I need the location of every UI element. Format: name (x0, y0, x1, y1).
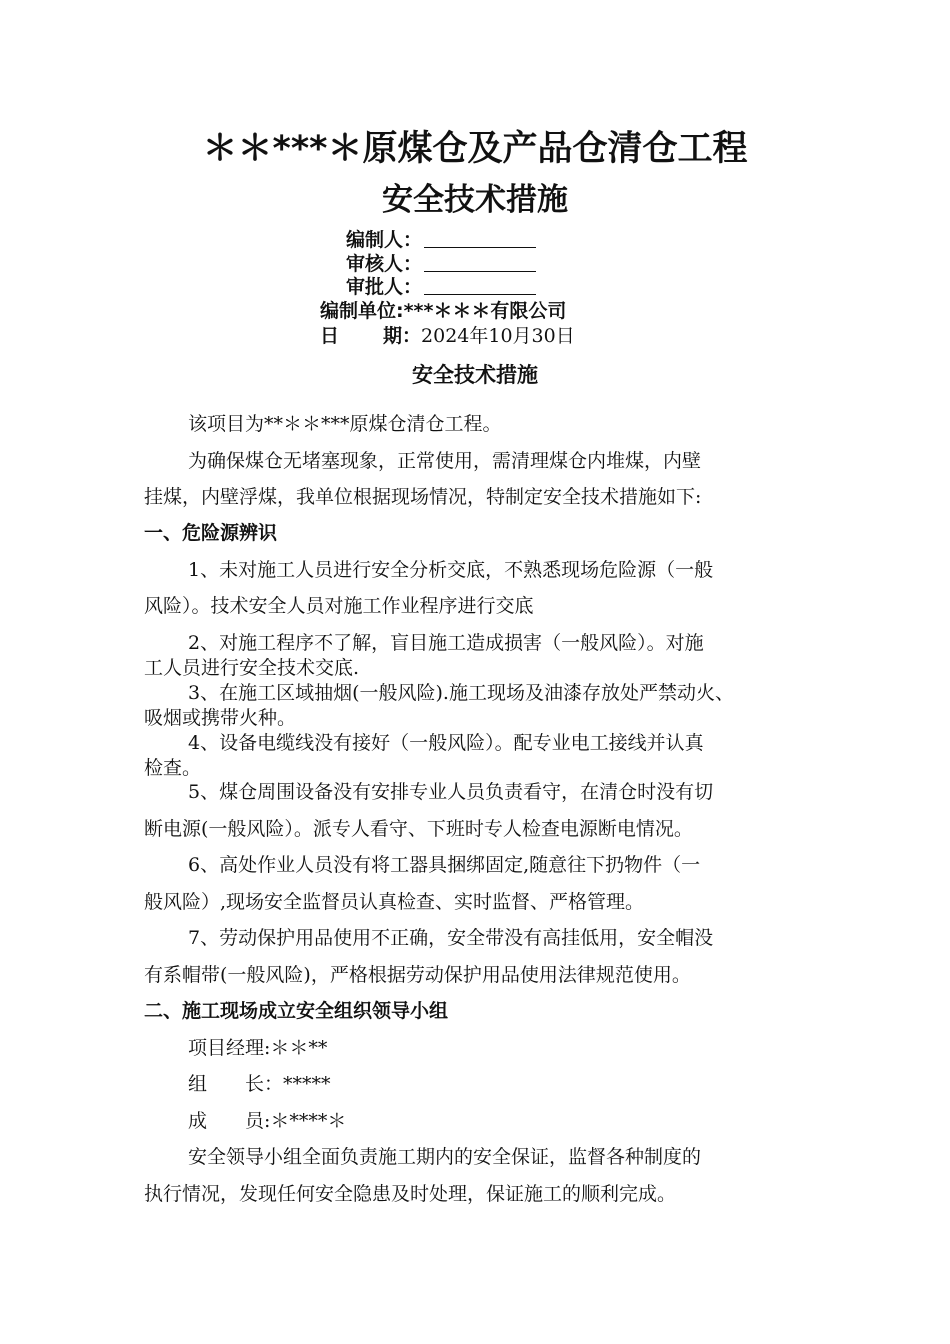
date-label-1: 日 (320, 325, 340, 347)
compiler-row (346, 227, 536, 253)
section1-line: 风险）。技术安全人员对施工作业程序进行交底 (144, 595, 534, 617)
reviewer-blank (424, 253, 536, 272)
compiler-label: 编制人： (346, 229, 423, 251)
section1-line: 5、煤仓周围设备没有安排专业人员负责看守，在清仓时没有切 (188, 781, 714, 803)
leader-value: 长：***** (245, 1073, 331, 1095)
compiler-blank (424, 229, 536, 248)
section1-line: 断电源(一般风险）。派专人看守、下班时专人检查电源断电情况。 (144, 818, 693, 840)
section1-line: 1、未对施工人员进行安全分析交底，不熟悉现场危险源（一般 (188, 559, 714, 581)
unit-label: 编制单位: (320, 300, 404, 322)
section1-line: 3、在施工区域抽烟(一般风险).施工现场及油漆存放处严禁动火、 (188, 682, 734, 704)
member-label: 成 (188, 1110, 208, 1132)
document-subtitle: 安全技术措施 (382, 182, 568, 218)
project-manager-line: 项目经理:＊＊** (188, 1037, 328, 1059)
unit-value: ***＊＊＊有限公司 (403, 300, 567, 322)
section1-line: 有系帽带(一般风险)，严格根据劳动保护用品使用法律规范使用。 (144, 964, 691, 986)
section1-line: 检查。 (144, 757, 202, 779)
date-value: 2024年10月30日 (421, 325, 575, 347)
section2-line: 安全领导小组全面负责施工期内的安全保证，监督各种制度的 (188, 1146, 702, 1168)
section1-line: 般风险）,现场安全监督员认真检查、实时监督、严格管理。 (144, 891, 645, 913)
date-row (320, 323, 575, 349)
approver-label: 审批人： (346, 276, 423, 298)
leader-label: 组 (188, 1073, 208, 1095)
group-leader-line (188, 1071, 331, 1097)
intro-line: 挂煤，内壁浮煤，我单位根据现场情况，特制定安全技术措施如下: (144, 486, 702, 508)
section2-heading: 二、施工现场成立安全组织领导小组 (144, 1000, 449, 1022)
unit-row (320, 298, 566, 324)
section1-line: 2、对施工程序不了解，盲目施工造成损害（一般风险）。对施 (188, 632, 704, 654)
section2-line: 执行情况，发现任何安全隐患及时处理，保证施工的顺利完成。 (144, 1183, 677, 1205)
intro-line: 该项目为**＊＊***原煤仓清仓工程。 (188, 413, 502, 435)
section1-line: 7、劳动保护用品使用不正确，安全带没有高挂低用，安全帽没 (188, 927, 714, 949)
section1-line: 4、设备电缆线没有接好（一般风险）。配专业电工接线并认真 (188, 732, 704, 754)
member-line (188, 1108, 346, 1134)
reviewer-label: 审核人： (346, 253, 423, 275)
member-value: 员:＊****＊ (245, 1110, 347, 1132)
intro-line: 为确保煤仓无堵塞现象，正常使用，需清理煤仓内堆煤，内壁 (188, 450, 702, 472)
date-label-2: 期： (383, 325, 422, 347)
document-title: ＊＊***＊原煤仓及产品仓清仓工程 (202, 129, 748, 169)
approver-row (346, 274, 536, 300)
section-title: 安全技术措施 (412, 363, 538, 387)
approver-blank (424, 276, 536, 295)
section1-heading: 一、危险源辨识 (144, 522, 278, 544)
section1-line: 吸烟或携带火种。 (144, 707, 297, 729)
section1-line: 工人员进行安全技术交底. (144, 657, 360, 679)
section1-line: 6、高处作业人员没有将工器具捆绑固定,随意往下扔物件（一 (188, 854, 701, 876)
